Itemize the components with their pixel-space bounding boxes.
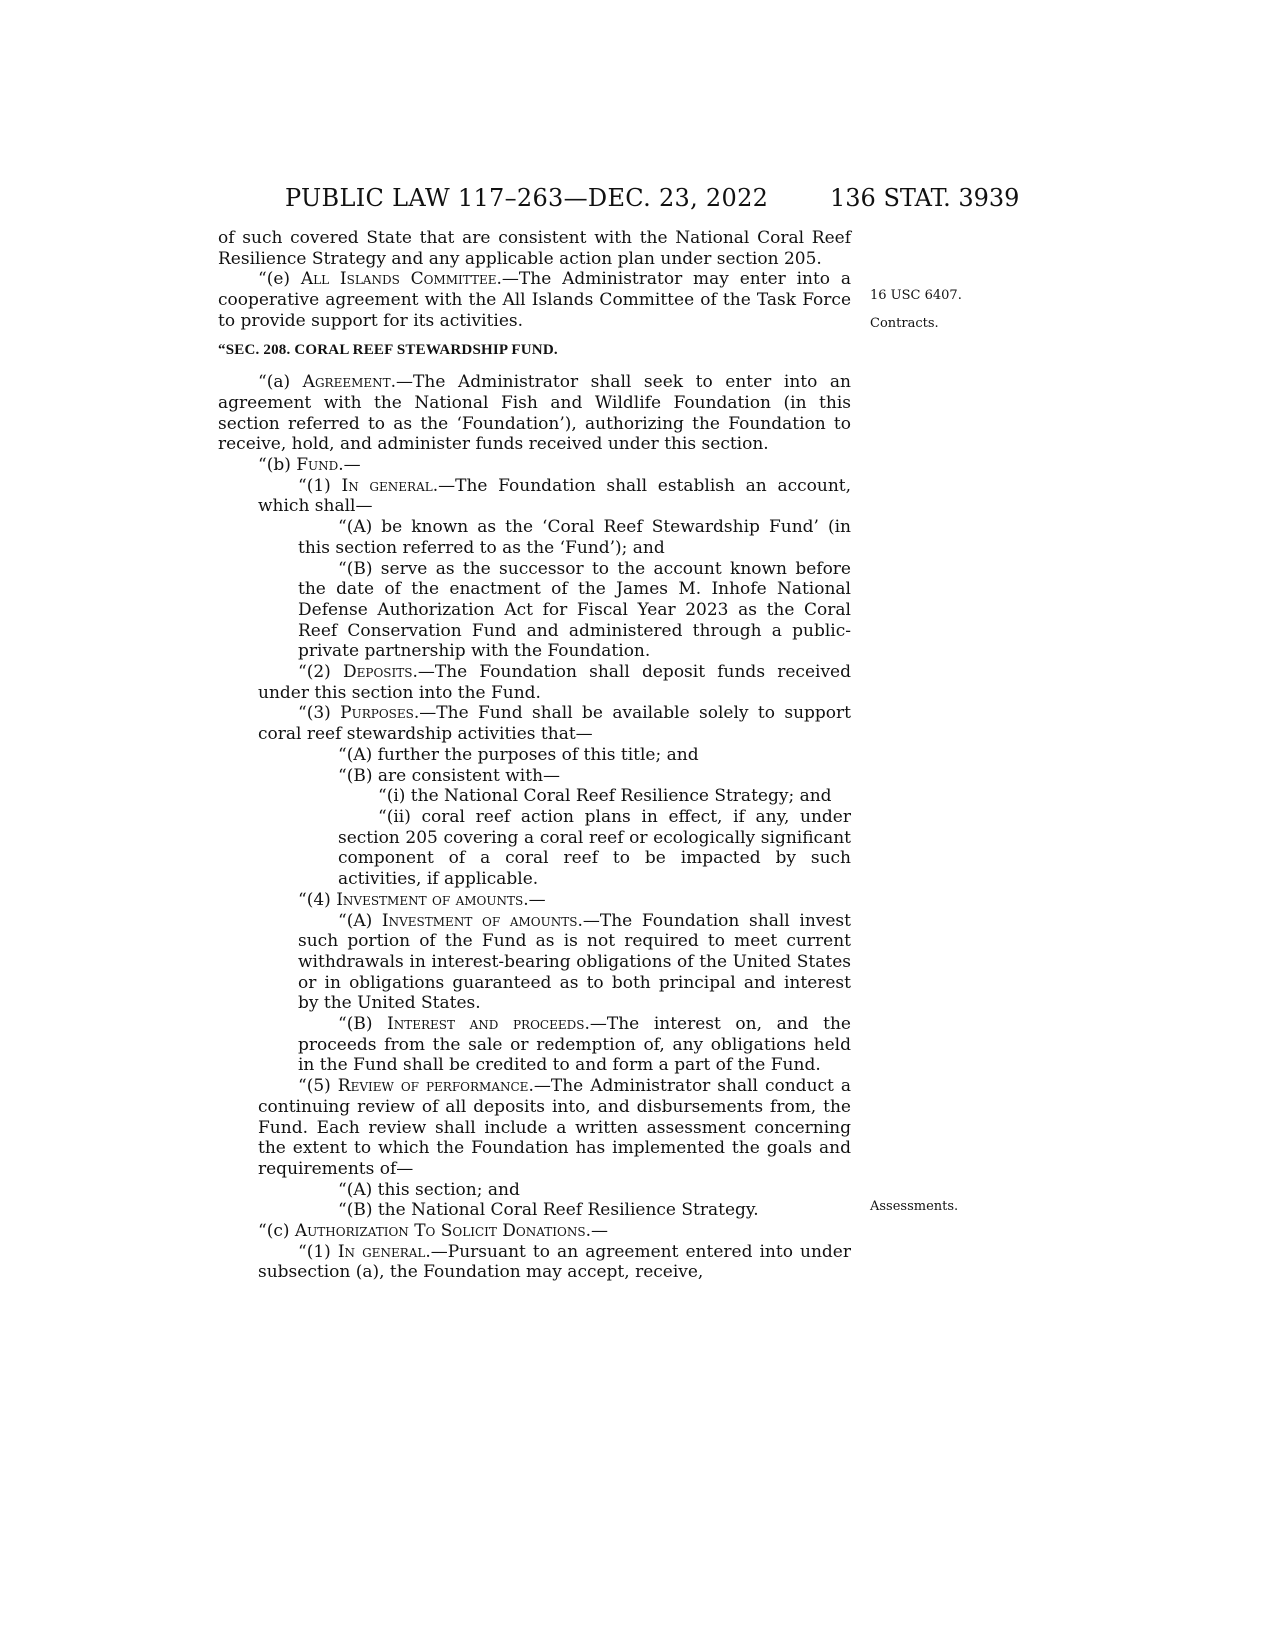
margin-note-assessments: Assessments. [870,1199,959,1214]
subsection-c-heading: Authorization To Solicit Donations [294,1221,586,1242]
subparagraph-b3A: “(A) further the purposes of this title; and [338,744,699,765]
subsection-e-prefix: “(e) [258,269,301,290]
statute-page-number: 136 STAT. 3939 [830,184,1020,212]
paragraph-b1-heading: In general [341,475,433,496]
paragraph-b4-heading: Investment of amounts [336,889,524,910]
subsection-e-heading: All Islands Committee [300,269,497,290]
paragraph-b3-prefix: “(3) [298,703,341,724]
clause-b3Bii: “(ii) coral reef action plans in effect, if any, under section 205 covering a coral reef or ecologically significant component of a coral reef to be impacted by such activities, if applicable. [338,806,851,890]
paragraph-b3-text: .—The Fund shall be available solely to support coral reef stewardship activities that— [258,703,851,745]
clause-b3Bi: “(i) the National Coral Reef Resilience Strategy; and [378,786,832,807]
subsection-a-heading: Agreement [302,372,391,393]
subparagraph-b5B: “(B) the National Coral Reef Resilience Strategy. [338,1200,759,1221]
margin-note-usc: 16 USC 6407. [870,288,962,303]
subsection-a-text: .—The Administrator shall seek to enter into an agreement with the National Fish and Wildlife Foundation (in this section referred to as the ‘Foundation’), authorizing the Foundation to receive, hold, and administer funds received under this section. [218,372,851,455]
paragraph-b4 [218,890,851,911]
paragraph-c1 [218,1242,851,1283]
paragraph-b2 [218,662,851,703]
paragraph-b5 [218,1076,851,1180]
subsection-c-text: .— [585,1221,608,1242]
paragraph-b4-prefix: “(4) [298,889,337,910]
subparagraph-b3B: “(B) are consistent with— [338,765,561,786]
paragraph-b5-prefix: “(5) [298,1076,338,1097]
paragraph-b2-prefix: “(2) [298,662,343,683]
subparagraph-b4B [218,1014,851,1076]
paragraph-b2-text: .—The Foundation shall deposit funds received under this section into the Fund. [258,662,851,703]
subsection-b-prefix: “(b) [258,455,297,476]
subsection-a-prefix: “(a) [258,372,303,393]
paragraph-c1-text: .—Pursuant to an agreement entered into under subsection (a), the Foundation may accept, receive, [258,1241,851,1283]
paragraph-b3 [218,703,851,744]
margin-note-contracts: Contracts. [870,316,939,331]
subparagraph-b4A-text: .—The Foundation shall invest such portion of the Fund as is not required to meet current withdrawals in interest-bearing obligations of the United States or in obligations guaranteed as to both principal and interest by the United States. [298,910,851,1014]
paragraph-b1-prefix: “(1) [298,475,342,496]
subsection-b [218,455,851,476]
subparagraph-b4B-text: .—The interest on, and the proceeds from the sale or redemption of, any obligations held in the Fund shall be credited to and form a part of the Fund. [298,1014,851,1076]
subparagraph-b4A [218,911,851,1015]
subsection-b-text: .— [338,455,361,476]
subparagraph-b1B: “(B) serve as the successor to the account known before the date of the enactment of the James M. Inhofe National Defense Authorization Act for Fiscal Year 2023 as the Coral Reef Conservation Fund and administered through a public-private partnership with the Foundation. [298,558,851,662]
paragraph-c1-heading: In general [337,1241,426,1262]
paragraph-b3-heading: Purposes [340,703,414,724]
subparagraph-b4B-prefix: “(B) [338,1014,388,1035]
subsection-c [218,1221,851,1242]
subparagraph-b4A-prefix: “(A) [338,910,382,931]
paragraph-b5-heading: Review of performance [337,1076,529,1097]
page-header [0,176,1275,216]
subparagraph-b1A: “(A) be known as the ‘Coral Reef Stewardship Fund’ (in this section referred to as the ‘Fund’); and [298,517,851,558]
paragraph-b2-heading: Deposits [342,662,413,683]
subsection-e [218,269,851,331]
paragraph-b4-text: .— [523,889,546,910]
paragraph-c1-prefix: “(1) [298,1241,338,1262]
subsection-a [218,372,851,455]
subparagraph-b4B-heading: Interest and proceeds [387,1014,585,1035]
subparagraph-b4A-heading: Investment of amounts [381,910,578,931]
subparagraph-b5A: “(A) this section; and [338,1179,520,1200]
subsection-e-text: .—The Administrator may enter into a cooperative agreement with the All Islands Committee of the Task Force to provide support for its activities. [218,269,851,331]
subsection-c-prefix: “(c) [258,1221,295,1242]
paragraph-b1 [218,476,851,517]
paragraph-b1-text: .—The Foundation shall establish an account, which shall— [258,475,852,517]
paragraph-continuation: of such covered State that are consistent with the National Coral Reef Resilience Strategy and any applicable action plan under section 205. [218,228,851,269]
paragraph-b5-text: .—The Administrator shall conduct a continuing review of all deposits into, and disbursements from, the Fund. Each review shall include a written assessment concerning the extent to which the Foundation has implemented the goals and requirements of— [258,1076,851,1179]
law-title: PUBLIC LAW 117–263—DEC. 23, 2022 [285,184,769,212]
section-heading: “SEC. 208. CORAL REEF STEWARDSHIP FUND. [218,341,558,358]
statute-body [218,228,851,1283]
subsection-b-heading: Fund [296,455,339,476]
